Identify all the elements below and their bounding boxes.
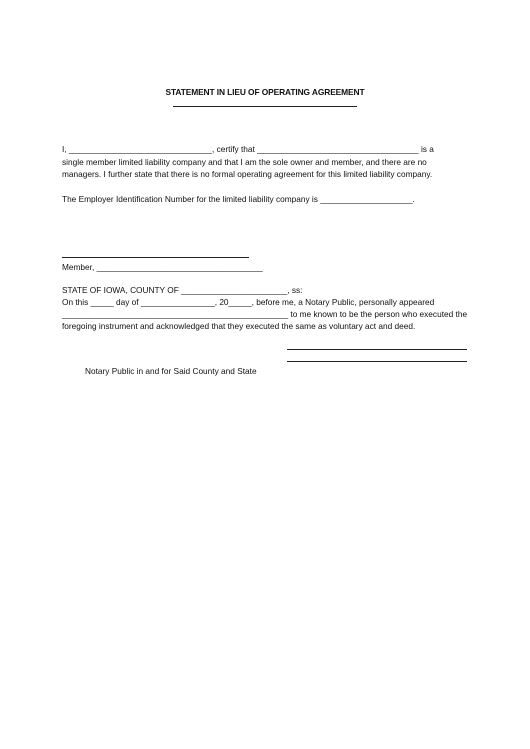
document-title: STATEMENT IN LIEU OF OPERATING AGREEMENT (165, 87, 365, 97)
notary-acknowledgment-line: foregoing instrument and acknowledged that they executed the same as voluntary act and deed. (62, 321, 416, 331)
member-signature-line (62, 257, 249, 258)
statement-line-3: managers. I further state that there is no formal operating agreement for this limited liability company. (62, 169, 433, 179)
notary-venue-line: STATE OF IOWA, COUNTY OF _______________________, ss: (62, 285, 303, 295)
notary-signature-line (287, 349, 467, 350)
notary-person-line: _________________________________________________ to me known to be the person who executed the (62, 309, 468, 319)
statement-line-1: I, _______________________________, certify that ___________________________________ is a (62, 144, 434, 154)
title-underline (173, 106, 357, 107)
notary-date-line: On this _____ day of ________________, 20_____, before me, a Notary Public, personally appeared (62, 297, 435, 307)
statement-line-2: single member limited liability company and that I am the sole owner and member, and there are no (62, 157, 427, 167)
notary-caption: Notary Public in and for Said County and State (85, 366, 257, 376)
member-name-line: Member, ____________________________________ (62, 262, 263, 272)
notary-name-line (287, 361, 467, 362)
ein-statement: The Employer Identification Number for the limited liability company is ____________________. (62, 194, 415, 204)
